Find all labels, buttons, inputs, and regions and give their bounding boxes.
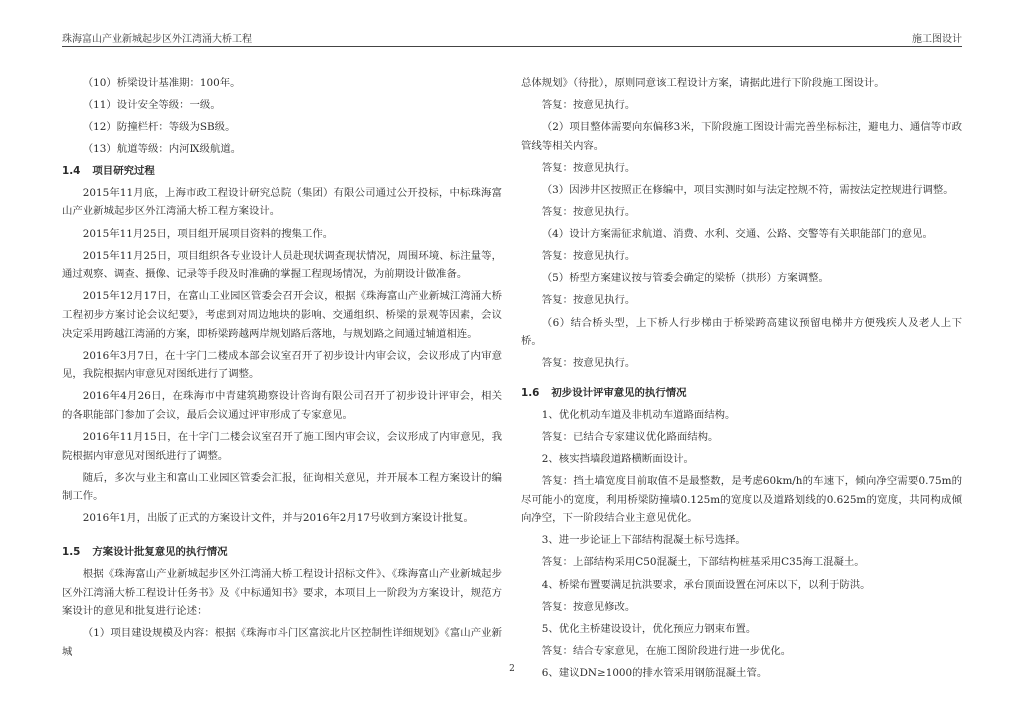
paragraph: 6、建议DN≥1000的排水管采用钢筋混凝土管。 [541, 666, 768, 679]
paragraph: 答复：按意见执行。 [541, 250, 636, 263]
section-title: 方案设计批复意见的执行情况 [92, 546, 228, 559]
paragraph: （6）结合桥头型，上下桥人行步梯由于桥梁跨高建议预留电梯井方便残疾人及老人上下桥。 [521, 316, 962, 348]
paragraph: 2015年11月25日，项目组开展项目资料的搜集工作。 [82, 227, 334, 240]
paragraph: 2015年11月底，上海市政工程设计研究总院（集团）有限公司通过公开投标，中标珠海富山产业新城起步区外江湾涌大桥工程方案设计。 [62, 186, 502, 218]
header-stage-label: 施工图设计 [912, 34, 962, 45]
paragraph: （1）项目建设规模及内容：根据《珠海市斗门区富滨北片区控制性详细规划》《富山产业新城 [62, 627, 502, 658]
paragraph: （5）桥型方案建议按与管委会确定的梁桥（拱形）方案调整。 [541, 272, 829, 285]
paragraph: 2016年3月7日，在十字门二楼成本部会议室召开了初步设计内审会议，会议形成了内审意见，我院根据内审意见对图纸进行了调整。 [62, 349, 502, 381]
section-heading-1-6 [521, 384, 962, 402]
paragraph: 2016年1月，出版了正式的方案设计文件，并与2016年2月17号收到方案设计批复。 [82, 512, 474, 525]
paragraph: 答复：已结合专家建议优化路面结构。 [541, 430, 719, 443]
page-number: 2 [509, 664, 515, 674]
section-heading-1-5 [62, 543, 502, 561]
paragraph: 答复：结合专家意见，在施工图阶段进行进一步优化。 [541, 644, 792, 657]
paragraph: 5、优化主桥建设设计，优化预应力钢束布置。 [541, 622, 757, 635]
paragraph: 答复：按意见修改。 [541, 600, 636, 613]
paragraph: 2016年11月15日，在十字门二楼会议室召开了施工图内审会议，会议形成了内审意见，我院根据内审意见对图纸进行了调整。 [62, 431, 502, 462]
paragraph: 答复：挡土墙宽度目前取值不是最整数，是考虑60km/h的车速下，倾向净空需要0.75m的尽可能小的宽度，利用桥梁防撞墙0.125m的宽度以及道路划线的0.625m的宽度，共同构成倾向净空，下一阶段结合业主意见优化。 [521, 475, 962, 525]
paragraph: （3）因涉井区按照正在修编中，项目实测时如与法定控规不符，需按法定控规进行调整。 [541, 183, 954, 196]
paragraph: 3、进一步论证上下部结构混凝土标号选择。 [541, 534, 746, 547]
paragraph: 总体规划》（待批），原则同意该工程设计方案，请据此进行下阶段施工图设计。 [521, 77, 885, 89]
section-number: 1.5 [62, 546, 81, 559]
section-title: 初步设计评审意见的执行情况 [551, 387, 687, 400]
list-item: （13）航道等级：内河Ⅸ级航道。 [82, 143, 242, 156]
paragraph: 答复：按意见执行。 [541, 99, 636, 112]
paragraph: 2015年11月25日，项目组织各专业设计人员赴现状调查现状情况，周围环境、标注量等，通过观察、调查、摄像、记录等手段及时准确的掌握工程现场情况，为前期设计做准备。 [62, 249, 502, 281]
paragraph: （2）项目整体需要向东偏移3米，下阶段施工图设计需完善坐标标注，避电力、通信等市政管线等相关内容。 [521, 121, 962, 152]
paragraph: 答复：按意见执行。 [541, 161, 636, 174]
section-title: 项目研究过程 [92, 165, 155, 178]
paragraph: 2016年4月26日，在珠海市中青建筑勘察设计咨询有限公司召开了初步设计评审会，相关的各职能部门参加了会议，最后会议通过评审形成了专家意见。 [62, 390, 502, 421]
paragraph: 2015年12月17日，在富山工业园区管委会召开会议，根据《珠海富山产业新城江湾涌大桥工程初步方案讨论会议纪要》，考虑到对周边地块的影响、交通组织、桥梁的景观等因素，会议决定采用跨越江湾涌的方案，即桥梁跨越两岸规划路后落地，与规划路之间通过辅道相连。 [62, 290, 502, 340]
header-project-title: 珠海富山产业新城起步区外江湾涌大桥工程 [62, 34, 252, 45]
paragraph: 答复：上部结构采用C50混凝土，下部结构桩基采用C35海工混凝土。 [541, 556, 865, 569]
paragraph: 答复：按意见执行。 [541, 357, 636, 370]
page-header [62, 28, 962, 47]
list-item: （11）设计安全等级：一级。 [82, 99, 221, 112]
paragraph: 答复：按意见执行。 [541, 294, 636, 307]
paragraph: 4、桥梁布置要满足抗洪要求，承台顶面设置在河床以下，以利于防洪。 [541, 578, 871, 591]
paragraph: 1、优化机动车道及非机动车道路面结构。 [541, 408, 736, 421]
section-number: 1.6 [521, 387, 540, 400]
paragraph: 随后，多次与业主和富山工业园区管委会汇报，征询相关意见，并开展本工程方案设计的编制工作。 [62, 471, 502, 503]
list-item: （10）桥梁设计基准期：100年。 [82, 77, 241, 89]
paragraph: 答复：按意见执行。 [541, 206, 636, 219]
left-column [62, 74, 502, 665]
paragraph: 根据《珠海富山产业新城起步区外江湾涌大桥工程设计招标文件》、《珠海富山产业新城起步区外江湾涌大桥工程设计任务书》及《中标通知书》要求，本项目上一阶段为方案设计，规范方案设计的意见和批复进行论述： [62, 567, 502, 618]
section-number: 1.4 [62, 165, 81, 178]
list-item: （12）防撞栏杆：等级为SB级。 [82, 121, 236, 134]
paragraph: （4）设计方案需征求航道、消费、水利、交通、公路、交警等有关职能部门的意见。 [541, 228, 933, 241]
section-heading-1-4 [62, 162, 502, 180]
right-column [521, 74, 962, 686]
paragraph: 2、核实挡墙段道路横断面设计。 [541, 453, 694, 465]
